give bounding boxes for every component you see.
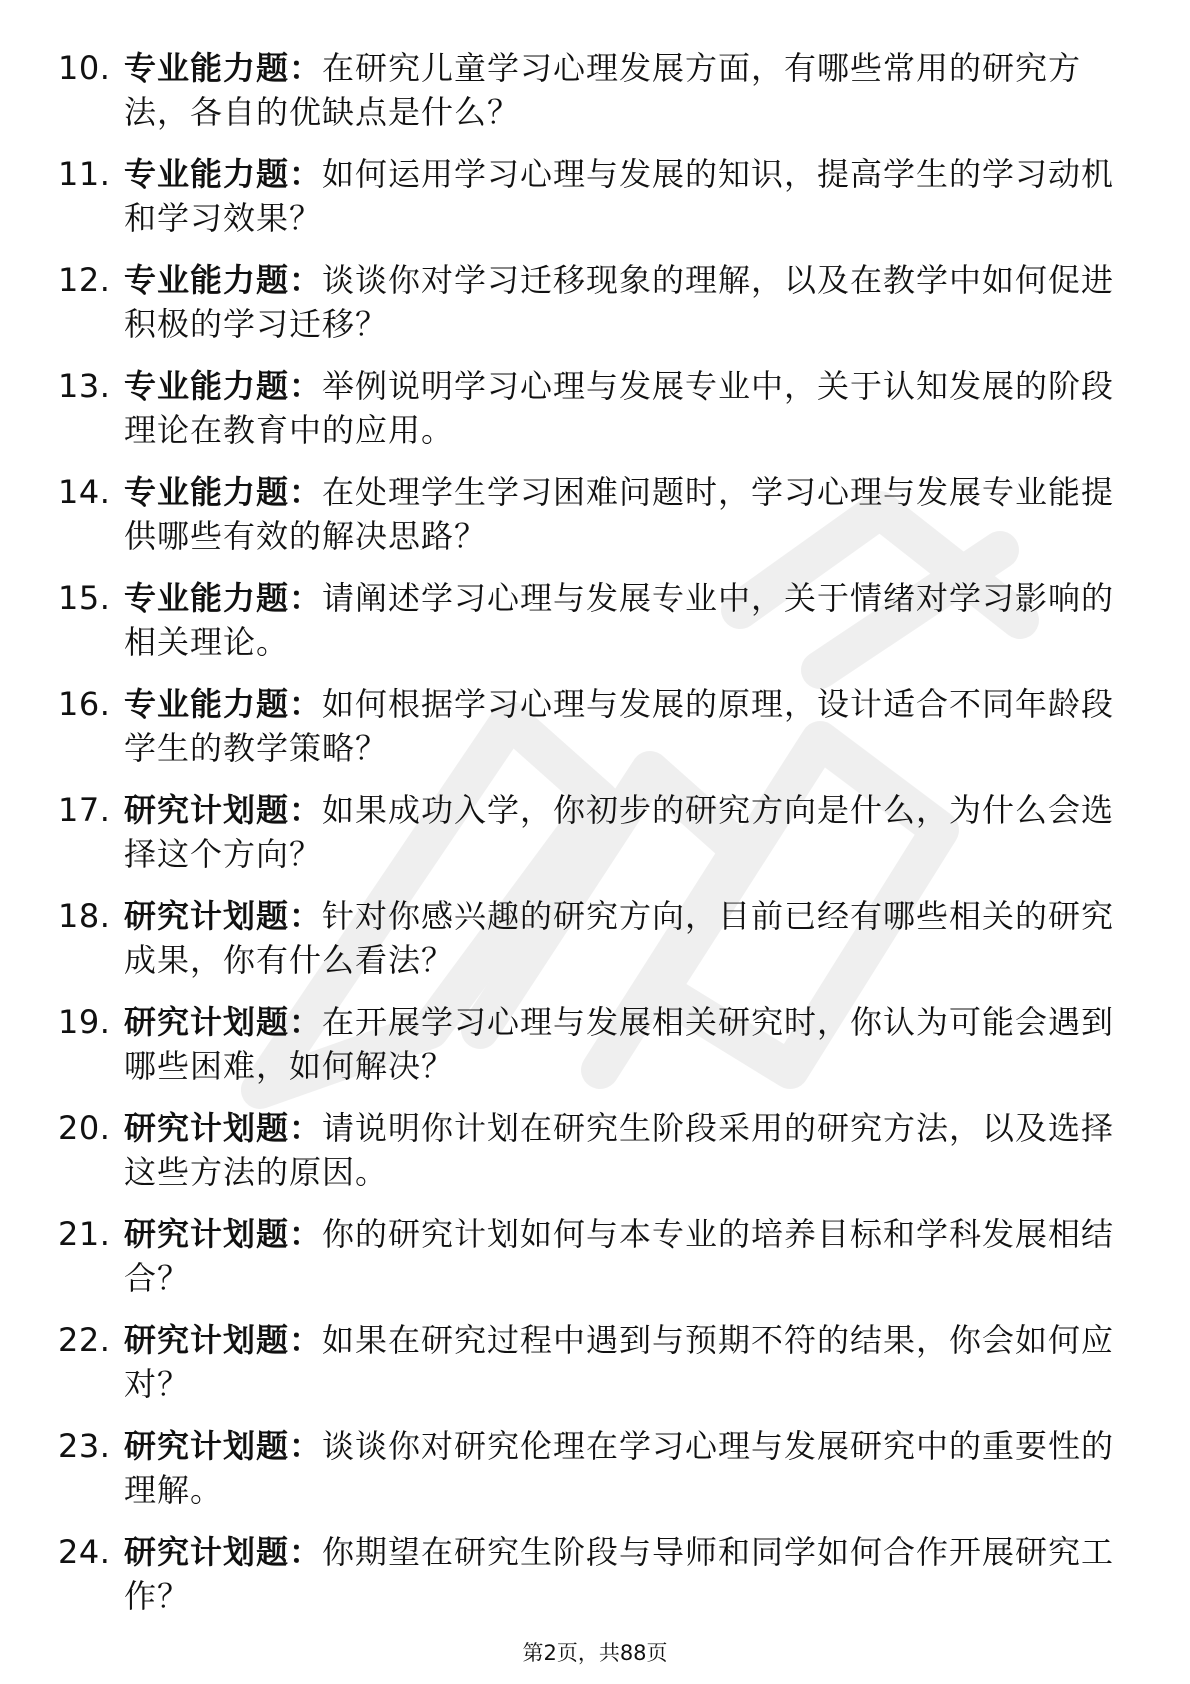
question-item bbox=[58, 1318, 1118, 1406]
question-item bbox=[58, 46, 1118, 134]
question-text: 你期望在研究生阶段与导师和同学如何合作开展研究工作？ bbox=[124, 1533, 1115, 1615]
question-text: 请说明你计划在研究生阶段采用的研究方法，以及选择这些方法的原因。 bbox=[124, 1109, 1115, 1191]
question-item bbox=[58, 1424, 1118, 1512]
question-number: 17. bbox=[58, 791, 111, 829]
question-number: 13. bbox=[58, 367, 111, 405]
question-category: 专业能力题： bbox=[124, 473, 323, 511]
question-item bbox=[58, 152, 1118, 240]
question-list bbox=[58, 46, 1118, 1636]
question-item bbox=[58, 894, 1118, 982]
question-body bbox=[124, 46, 1118, 134]
question-text: 在研究儿童学习心理发展方面，有哪些常用的研究方法，各自的优缺点是什么？ bbox=[124, 49, 1082, 131]
question-number: 10. bbox=[58, 49, 111, 87]
question-category: 研究计划题： bbox=[124, 1215, 323, 1253]
question-text: 举例说明学习心理与发展专业中，关于认知发展的阶段理论在教育中的应用。 bbox=[124, 367, 1115, 449]
question-category: 研究计划题： bbox=[124, 1321, 323, 1359]
question-body bbox=[124, 1318, 1118, 1406]
question-item bbox=[58, 788, 1118, 876]
question-number: 12. bbox=[58, 261, 111, 299]
question-body bbox=[124, 576, 1118, 664]
question-body bbox=[124, 1106, 1118, 1194]
question-body bbox=[124, 894, 1118, 982]
question-category: 研究计划题： bbox=[124, 1427, 323, 1465]
question-body bbox=[124, 364, 1118, 452]
question-body bbox=[124, 1424, 1118, 1512]
question-item bbox=[58, 1212, 1118, 1300]
question-text: 如果成功入学，你初步的研究方向是什么，为什么会选择这个方向？ bbox=[124, 791, 1115, 873]
question-text: 谈谈你对学习迁移现象的理解，以及在教学中如何促进积极的学习迁移？ bbox=[124, 261, 1115, 343]
question-number: 18. bbox=[58, 897, 111, 935]
question-text: 如何运用学习心理与发展的知识，提高学生的学习动机和学习效果？ bbox=[124, 155, 1115, 237]
question-text: 你的研究计划如何与本专业的培养目标和学科发展相结合？ bbox=[124, 1215, 1115, 1297]
question-body bbox=[124, 258, 1118, 346]
question-category: 研究计划题： bbox=[124, 1003, 323, 1041]
question-body bbox=[124, 1530, 1118, 1618]
question-category: 专业能力题： bbox=[124, 155, 323, 193]
question-category: 专业能力题： bbox=[124, 49, 323, 87]
question-category: 研究计划题： bbox=[124, 1109, 323, 1147]
question-number: 15. bbox=[58, 579, 111, 617]
question-text: 在处理学生学习困难问题时，学习心理与发展专业能提供哪些有效的解决思路？ bbox=[124, 473, 1115, 555]
question-item bbox=[58, 1000, 1118, 1088]
question-text: 如何根据学习心理与发展的原理，设计适合不同年龄段学生的教学策略？ bbox=[124, 685, 1115, 767]
question-body bbox=[124, 1212, 1118, 1300]
question-text: 请阐述学习心理与发展专业中，关于情绪对学习影响的相关理论。 bbox=[124, 579, 1115, 661]
question-body bbox=[124, 470, 1118, 558]
question-body bbox=[124, 682, 1118, 770]
question-category: 专业能力题： bbox=[124, 261, 323, 299]
question-category: 专业能力题： bbox=[124, 685, 323, 723]
question-number: 22. bbox=[58, 1321, 111, 1359]
question-body bbox=[124, 788, 1118, 876]
question-category: 专业能力题： bbox=[124, 579, 323, 617]
question-category: 研究计划题： bbox=[124, 791, 323, 829]
question-number: 23. bbox=[58, 1427, 111, 1465]
question-category: 研究计划题： bbox=[124, 897, 323, 935]
question-item bbox=[58, 576, 1118, 664]
question-number: 19. bbox=[58, 1003, 111, 1041]
question-number: 11. bbox=[58, 155, 111, 193]
question-category: 研究计划题： bbox=[124, 1533, 323, 1571]
question-body bbox=[124, 1000, 1118, 1088]
question-number: 24. bbox=[58, 1533, 111, 1571]
question-item bbox=[58, 258, 1118, 346]
question-text: 谈谈你对研究伦理在学习心理与发展研究中的重要性的理解。 bbox=[124, 1427, 1115, 1509]
question-item bbox=[58, 1106, 1118, 1194]
question-category: 专业能力题： bbox=[124, 367, 323, 405]
question-text: 在开展学习心理与发展相关研究时，你认为可能会遇到哪些困难，如何解决？ bbox=[124, 1003, 1115, 1085]
question-number: 16. bbox=[58, 685, 111, 723]
question-text: 针对你感兴趣的研究方向，目前已经有哪些相关的研究成果，你有什么看法？ bbox=[124, 897, 1115, 979]
question-number: 21. bbox=[58, 1215, 111, 1253]
question-number: 20. bbox=[58, 1109, 111, 1147]
question-item bbox=[58, 364, 1118, 452]
question-number: 14. bbox=[58, 473, 111, 511]
page-number-footer: 第2页，共88页 bbox=[522, 1641, 668, 1665]
question-item bbox=[58, 682, 1118, 770]
question-item bbox=[58, 1530, 1118, 1618]
question-body bbox=[124, 152, 1118, 240]
question-item bbox=[58, 470, 1118, 558]
question-text: 如果在研究过程中遇到与预期不符的结果，你会如何应对？ bbox=[124, 1321, 1115, 1403]
